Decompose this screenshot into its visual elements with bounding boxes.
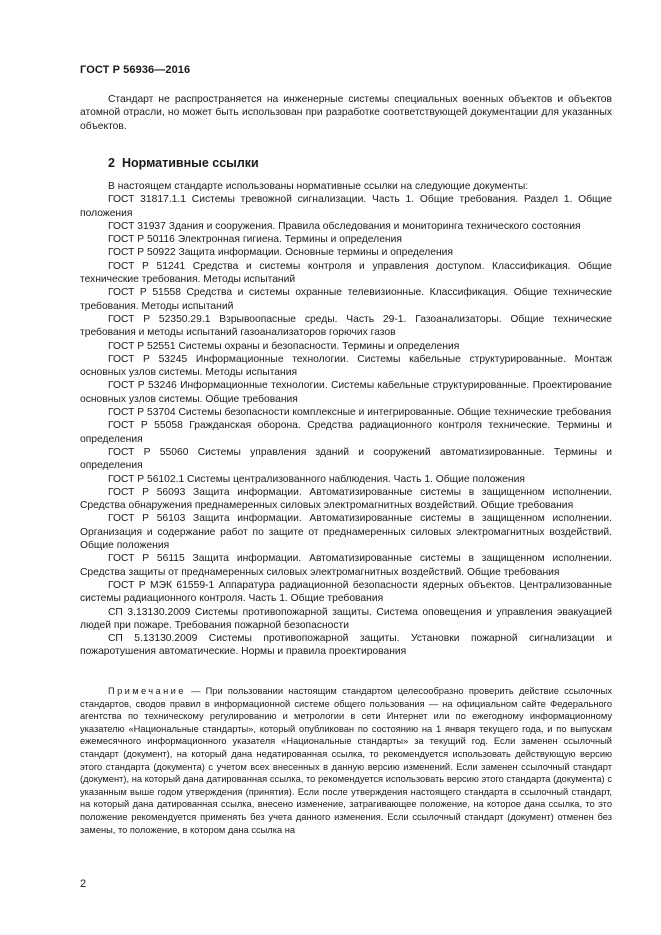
reference-item: ГОСТ Р 56115 Защита информации. Автоматизированные системы в защищенном исполнении. Средства защиты от преднамеренных силовых электромагнитных воздействий. Общие требования: [80, 553, 612, 578]
intro-text: Стандарт не распространяется на инженерные системы специальных военных объектов и объектов атомной отрасли, но может быть использован при разработке соответствующей документации для указанных объектов.: [80, 94, 612, 132]
references-lead: В настоящем стандарте использованы нормативные ссылки на следующие документы:: [108, 181, 529, 192]
page-number: 2: [80, 878, 87, 890]
reference-item: ГОСТ 31817.1.1 Системы тревожной сигнализации. Часть 1. Общие требования. Раздел 1. Общие положения: [80, 194, 612, 219]
note-paragraph: [80, 685, 612, 836]
reference-item: СП 3.13130.2009 Системы противопожарной защиты. Система оповещения и управления эвакуацией людей при пожаре. Требования пожарной безопасности: [80, 606, 612, 631]
reference-item: ГОСТ Р 51241 Средства и системы контроля и управления доступом. Классификация. Общие технические требования. Методы испытаний: [80, 260, 612, 286]
section-heading: [108, 156, 259, 170]
reference-item: ГОСТ Р 53245 Информационные технологии. Системы кабельные структурированные. Монтаж основных узлов системы. Методы испытания: [80, 353, 612, 379]
note-block: [80, 685, 612, 836]
scope-paragraph: [80, 93, 612, 133]
reference-item: ГОСТ Р 55058 Гражданская оборона. Средства радиационного контроля технические. Термины и определения: [80, 420, 612, 445]
reference-item: СП 5.13130.2009 Системы противопожарной защиты. Установки пожарной сигнализации и пожаротушения автоматические. Нормы и правила проектирования: [80, 633, 612, 658]
standard-code-header: ГОСТ Р 56936—2016: [80, 64, 191, 76]
note-label: Примечание: [108, 686, 186, 696]
reference-item: ГОСТ Р 53246 Информационные технологии. Системы кабельные структурированные. Проектирование основных узлов системы. Общие требования: [80, 380, 612, 405]
reference-item: ГОСТ Р 56103 Защита информации. Автоматизированные системы в защищенном исполнении. Организация и содержание работ по защите от преднамеренных силовых электромагнитных воздействий. Общие положения: [80, 513, 612, 552]
reference-item: ГОСТ Р 53704 Системы безопасности комплексные и интегрированные. Общие технические требования: [108, 407, 612, 419]
reference-item: ГОСТ Р 56102.1 Системы централизованного наблюдения. Часть 1. Общие положения: [108, 473, 525, 485]
section-title: Нормативные ссылки: [121, 156, 259, 170]
reference-item: ГОСТ Р 51558 Средства и системы охранные телевизионные. Классификация. Общие технические требования. Методы испытаний: [80, 287, 612, 312]
reference-item: ГОСТ Р 50922 Защита информации. Основные термины и определения: [108, 247, 453, 259]
reference-item: ГОСТ Р 56093 Защита информации. Автоматизированные системы в защищенном исполнении. Средства обнаружения преднамеренных силовых электромагнитных воздействий. Общие требования: [80, 486, 612, 512]
note-dash: —: [191, 686, 201, 696]
section-number: 2: [108, 156, 115, 170]
note-text: При пользовании настоящим стандартом целесообразно проверить действие ссылочных стандартов, сводов правил в информационной системе общего пользования — на официальном сайте Федерального агентства по техническому регулированию и метрологии в сети Интернет или по ежегодному информационному указателю «Национальные стандарты», который опубликован по состоянию на 1 января текущего года, и по выпускам ежемесячного информационного указателя «Национальные стандарты» за текущий год. Если заменен ссылочный стандарт (документ), на который дана недатированная ссылка, то рекомендуется использовать действующую версию этого стандарта (документа) с учетом всех внесенных в данную версию изменений. Если заменен ссылочный стандарт (документ), на который дана датированная ссылка, то рекомендуется использовать версию этого стандарта (документа) с указанным выше годом утверждения (принятия). Если после утверждения настоящего стандарта в ссылочный стандарт, на который дана датированная ссылка, внесено изменение, затрагивающее положение, на которое дана ссылка, то это положение рекомендуется применять без учета данного изменения. Если ссылочный стандарт (документ) отменен без замены, то положение, в котором дана ссылка на: [80, 686, 612, 835]
reference-item: ГОСТ Р 52551 Системы охраны и безопасности. Термины и определения: [108, 340, 460, 352]
reference-item: ГОСТ Р 52350.29.1 Взрывоопасные среды. Часть 29-1. Газоанализаторы. Общие технические требования и методы испытаний газоанализаторов горючих газов: [80, 313, 612, 339]
reference-item: ГОСТ Р 55060 Системы управления зданий и сооружений автоматизированные. Термины и определения: [80, 446, 612, 472]
reference-item: ГОСТ Р МЭК 61559-1 Аппаратура радиационной безопасности ядерных объектов. Централизованные системы радиационного контроля. Часть 1. Общие требования: [80, 579, 612, 605]
references-list: [80, 180, 612, 659]
reference-item: ГОСТ Р 50116 Электронная гигиена. Термины и определения: [108, 234, 402, 246]
reference-item: ГОСТ 31937 Здания и сооружения. Правила обследования и мониторинга технического состояния: [108, 220, 581, 232]
